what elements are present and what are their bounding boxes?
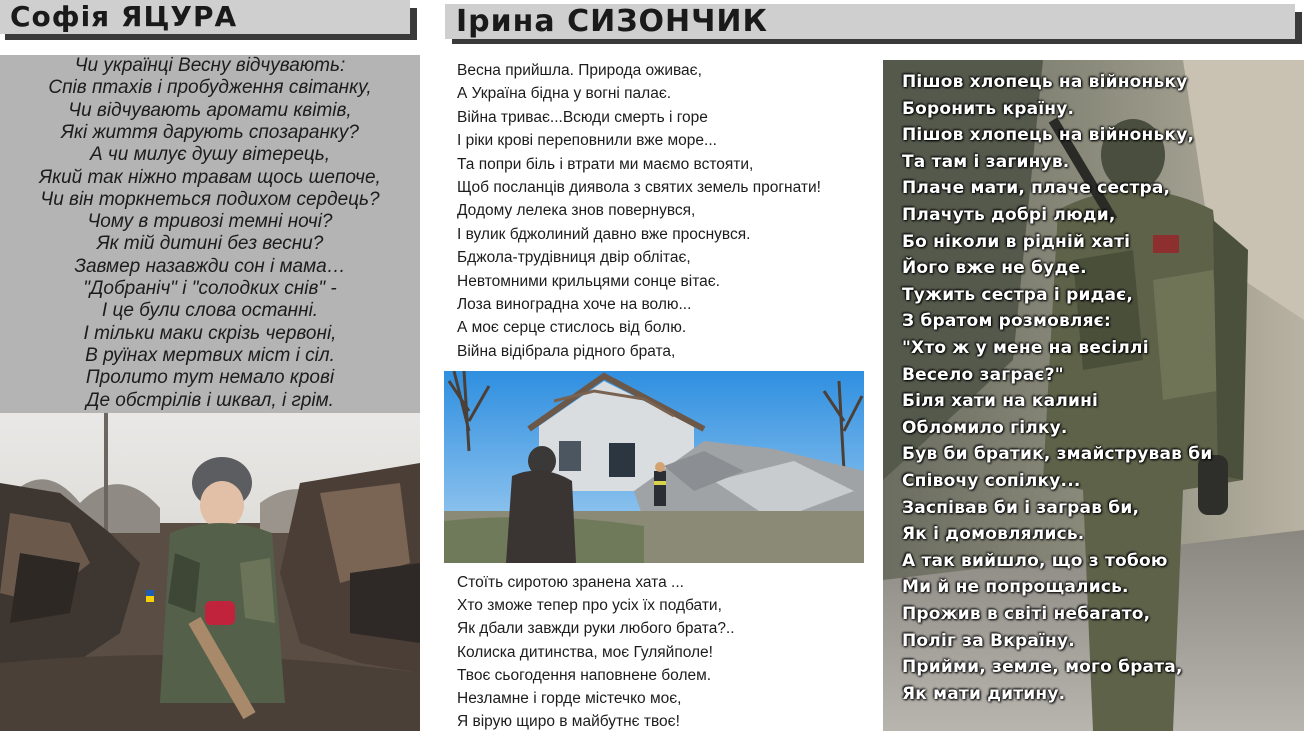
poem-middle-top-line: І ріки крові переповнили вже море... — [457, 132, 717, 150]
poem-right-line: З братом розмовляє: — [902, 311, 1111, 332]
poem-middle-top-line: А моє серце стислось від болю. — [457, 319, 687, 337]
poem-middle-bottom-line: Колиска дитинства, моє Гуляйполе! — [457, 643, 713, 661]
poem-middle-bottom-line: Як дбали завжди руки любого брата?.. — [457, 620, 735, 638]
poem-left-line: Чому в тривозі темні ночі? — [87, 211, 333, 233]
poem-right-line: Боронить країну. — [902, 98, 1075, 119]
poem-left-line: Спів птахів і пробудження світанку, — [48, 77, 372, 99]
poem-middle-top-line: Та попри біль і втрати ми маємо встояти, — [457, 155, 754, 173]
poem-left-line: Чи він торкнеться подихом сердець? — [40, 188, 380, 210]
photo-destroyed-house-image — [444, 371, 864, 563]
poem-left-line: Пролито тут немало крові — [85, 367, 335, 389]
poem-right-line: Пішов хлопець на війноньку — [902, 72, 1188, 92]
poem-middle-top-line: Додому лелека знов повернувся, — [457, 202, 696, 220]
poem-left-panel — [0, 55, 420, 413]
poem-middle-top-line: І вулик бджолиний давно вже проснувся. — [457, 225, 751, 243]
poem-right-line: А так вийшло, що з тобою — [902, 550, 1168, 571]
poem-right-line: Як і домовлялись. — [902, 524, 1085, 545]
poem-left-line: Де обстрілів і шквал, і грім. — [86, 389, 334, 411]
poem-right-line: Тужить сестра і ридає, — [902, 284, 1134, 305]
author-name-left: Софія ЯЦУРА — [10, 0, 238, 33]
poem-middle-top-line: Бджола-трудівниця двір облітає, — [457, 249, 691, 267]
poem-right-line: Прожив в світі небагато, — [902, 604, 1151, 624]
poem-middle-bottom-line: Хто зможе тепер про усіх їх подбати, — [457, 597, 722, 615]
poem-middle-bottom-line: Твоє сьогодення наповнене болем. — [457, 666, 712, 684]
poem-middle-top-line: Весна прийшла. Природа оживає, — [457, 62, 702, 79]
poem-left-line: Чи відчувають аромати квітів, — [68, 99, 352, 121]
poem-left-line: Чи українці Весну відчувають: — [74, 55, 346, 76]
poem-left-line: А чи милує душу вітерець, — [89, 144, 331, 166]
poem-left-line: Який так ніжно травам щось шепоче, — [39, 166, 381, 188]
poem-left-line: В руїнах мертвих міст і сіл. — [85, 344, 335, 366]
poem-middle-top-line: Щоб посланців диявола з святих земель прогнати! — [457, 179, 821, 196]
poem-right-line: "Хто ж у мене на весіллі — [902, 338, 1149, 358]
poem-middle-bottom-line: Я вірую щиро в майбутнє твоє! — [457, 713, 680, 731]
poem-left-line: "Добраніч" і "солодких снів" - — [83, 278, 337, 299]
photo-child-in-ruins-image — [0, 413, 420, 731]
poem-left-line: Як тій дитині без весни? — [96, 233, 324, 255]
poem-left-line: Завмер назавжди сон і мама… — [74, 255, 346, 277]
poem-middle-top-line: Війна відібрала рідного брата, — [457, 342, 676, 360]
author-name-right: Ірина СИЗОНЧИК — [456, 4, 768, 39]
poem-middle-top-line: Невтомними крильцями сонце вітає. — [457, 272, 720, 290]
photo-destroyed-house — [444, 371, 864, 563]
poem-right-line: Плаче мати, плаче сестра, — [902, 178, 1171, 199]
poem-middle-top-line: Війна триває...Всюди смерть і горе — [457, 108, 708, 126]
poem-middle-top-line: Лоза виноградна хоче на волю... — [457, 296, 692, 313]
poem-right-line: Його вже не буде. — [902, 258, 1087, 279]
poem-right-line: Ми й не попрощались. — [902, 577, 1129, 598]
poem-left-line: Які життя дарують спозаранку? — [61, 121, 359, 143]
poem-right-line: Весело заграє?" — [902, 364, 1064, 385]
poem-middle-bottom-line: Стоїть сиротою зранена хата ... — [457, 574, 684, 591]
poem-right-line: Співочу сопілку... — [902, 471, 1081, 491]
poem-right-line: Бо ніколи в рідній хаті — [902, 231, 1131, 252]
poem-right-line: Поліг за Вкраїну. — [902, 630, 1075, 651]
poem-right-line: Був би братик, змайстрував би — [902, 444, 1213, 465]
poem-right-line: Обломило гілку. — [902, 417, 1068, 438]
poem-right-line: Біля хати на калині — [902, 391, 1099, 412]
photo-child-in-ruins — [0, 413, 420, 731]
poem-middle-top-line: А Україна бідна у вогні палає. — [457, 85, 672, 103]
poem-right-line: Та там і загинув. — [902, 151, 1070, 172]
poem-right-line: Пішов хлопець на війноньку, — [902, 125, 1195, 146]
poem-left-line: І це були слова останні. — [101, 300, 319, 322]
poem-right-line: Плачуть добрі люди, — [902, 205, 1116, 225]
poem-right-line: Заспівав би і заграв би, — [902, 497, 1140, 518]
poem-left-line: І тільки маки скрізь червоні, — [83, 322, 337, 344]
poem-right-line: Як мати дитину. — [902, 683, 1066, 704]
poem-right-line: Прийми, земле, мого брата, — [902, 657, 1183, 678]
poem-middle-bottom-line: Незламне і горде містечко моє, — [457, 690, 682, 707]
